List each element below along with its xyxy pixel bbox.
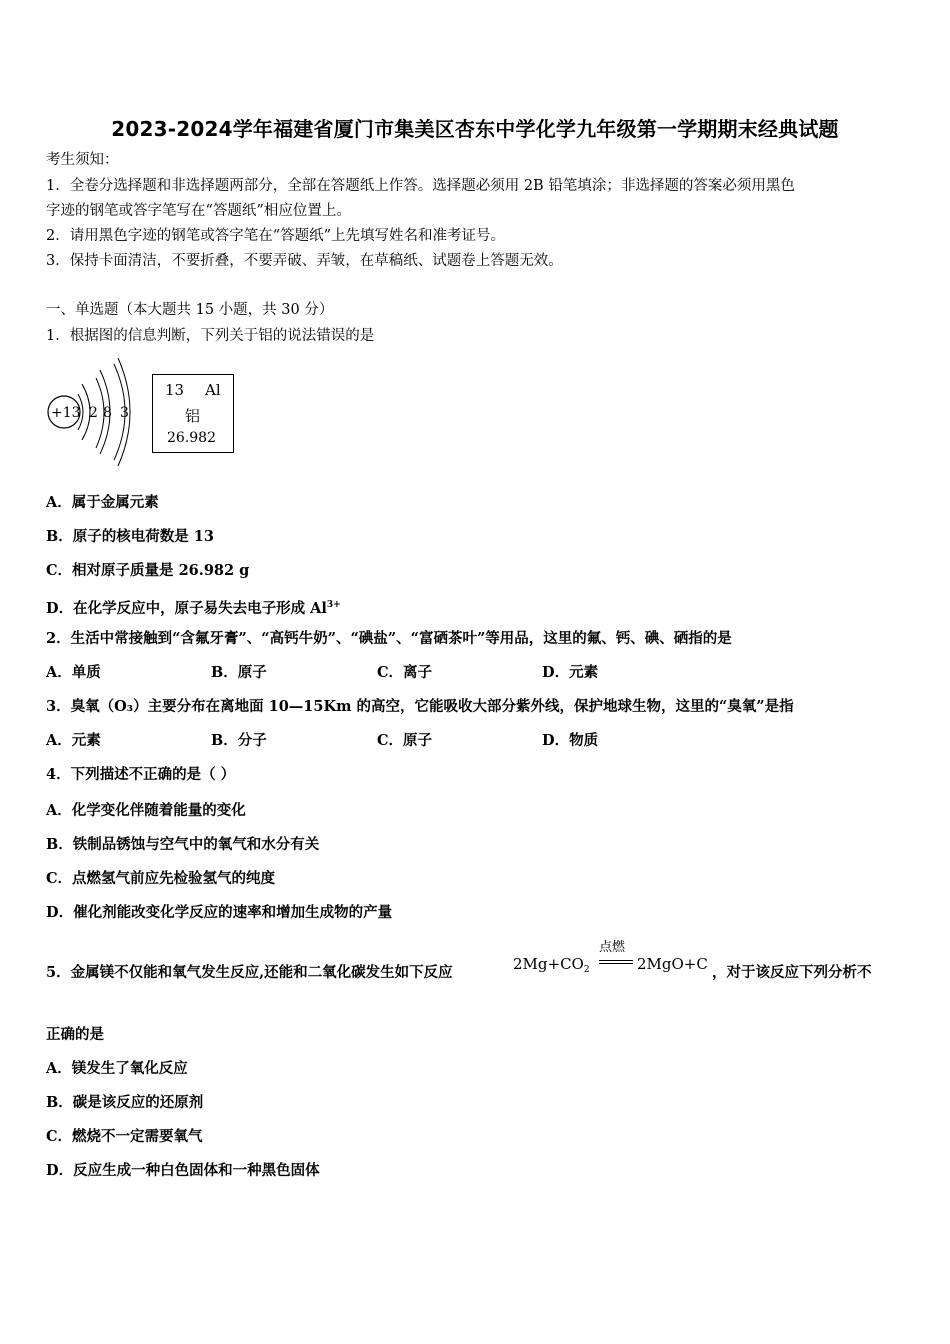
- notice-heading: 考生须知：: [46, 152, 119, 168]
- q5-option-c: C．燃烧不一定需要氧气: [46, 1128, 203, 1145]
- q1-option-d: D．在化学反应中，原子易失去电子形成 $Al^{3+}$: [46, 600, 341, 617]
- q3-option-a: A．元素: [46, 732, 101, 749]
- q3-option-b: B．分子: [211, 732, 267, 749]
- q3-option-d: D．物质: [542, 732, 599, 749]
- q4-stem: 4．下列描述不正确的是（ ）: [46, 766, 236, 783]
- atomic-number: 13: [165, 381, 185, 399]
- notice-line-1: 1．全卷分选择题和非选择题两部分，全部在答题纸上作答。选择题必须用 2B 铅笔填涂；非选择题的答案必须用黑色: [46, 178, 795, 194]
- q5-option-b: B．碳是该反应的还原剂: [46, 1094, 204, 1111]
- equation-left: $2Mg+CO_2$: [513, 955, 590, 975]
- ion-charge: 3+: [326, 600, 341, 610]
- q3-stem: 3．臭氧（O₃）主要分布在离地面 10—15Km 的高空，它能吸收大部分紫外线，保护地球生物，这里的“臭氧”是指: [46, 698, 794, 715]
- q3-option-c: C．原子: [377, 732, 433, 749]
- notice-line-1-cont: 字迹的钢笔或答字笔写在“答题纸”相应位置上。: [46, 203, 351, 219]
- q5-stem-start: 5．金属镁不仅能和氧气发生反应,还能和二氧化碳发生如下反应: [46, 964, 453, 981]
- q1-option-a: A．属于金属元素: [46, 494, 159, 511]
- element-symbol: Al: [205, 381, 221, 399]
- element-name: 铝: [185, 407, 201, 425]
- q5-option-d: D．反应生成一种白色固体和一种黑色固体: [46, 1162, 320, 1179]
- notice-line-3: 3．保持卡面清洁，不要折叠，不要弄破、弄皱，在草稿纸、试题卷上答题无效。: [46, 253, 563, 269]
- q1-option-b: B．原子的核电荷数是 13: [46, 528, 214, 545]
- q1-stem: 1．根据图的信息判断，下列关于铝的说法错误的是: [46, 328, 375, 344]
- periodic-table-cell: [152, 374, 234, 453]
- q5-option-a: A．镁发生了氧化反应: [46, 1060, 188, 1077]
- q5-stem-end: ，对于该反应下列分析不: [712, 964, 872, 981]
- q2-option-d: D．元素: [542, 664, 599, 681]
- equals-line-top: [599, 960, 633, 961]
- nucleus-charge: +13: [51, 405, 81, 421]
- page-title: 2023-2024学年福建省厦门市集美区杏东中学化学九年级第一学期期末经典试题: [111, 117, 839, 141]
- q1-option-c: C．相对原子质量是 26.982 g: [46, 562, 250, 579]
- section-heading: 一、单选题（本大题共 15 小题，共 30 分）: [46, 302, 334, 318]
- q4-option-d: D．催化剂能改变化学反应的速率和增加生成物的产量: [46, 904, 393, 921]
- atom-structure-diagram: [44, 356, 144, 468]
- notice-line-2: 2．请用黑色字迹的钢笔或答字笔在“答题纸”上先填写姓名和准考证号。: [46, 228, 506, 244]
- shell-3-count: 3: [120, 405, 129, 421]
- q5-stem-cont: 正确的是: [46, 1026, 104, 1043]
- q4-option-b: B．铁制品锈蚀与空气中的氧气和水分有关: [46, 836, 320, 853]
- equals-line-bottom: [599, 963, 633, 964]
- reaction-condition: 点燃: [599, 940, 626, 955]
- q2-option-a: A．单质: [46, 664, 101, 681]
- shell-2-count: 8: [103, 405, 112, 421]
- q2-option-b: B．原子: [211, 664, 267, 681]
- q2-stem: 2．生活中常接触到“含氟牙膏”、“高钙牛奶”、“碘盐”、“富硒茶叶”等用品，这里的氟、钙、碘、硒指的是: [46, 630, 732, 647]
- q4-option-a: A．化学变化伴随着能量的变化: [46, 802, 246, 819]
- atomic-mass: 26.982: [167, 430, 216, 446]
- equation-right: 2MgO+C: [637, 955, 708, 973]
- shell-1-count: 2: [89, 405, 98, 421]
- q2-option-c: C．离子: [377, 664, 433, 681]
- q4-option-c: C．点燃氢气前应先检验氢气的纯度: [46, 870, 276, 887]
